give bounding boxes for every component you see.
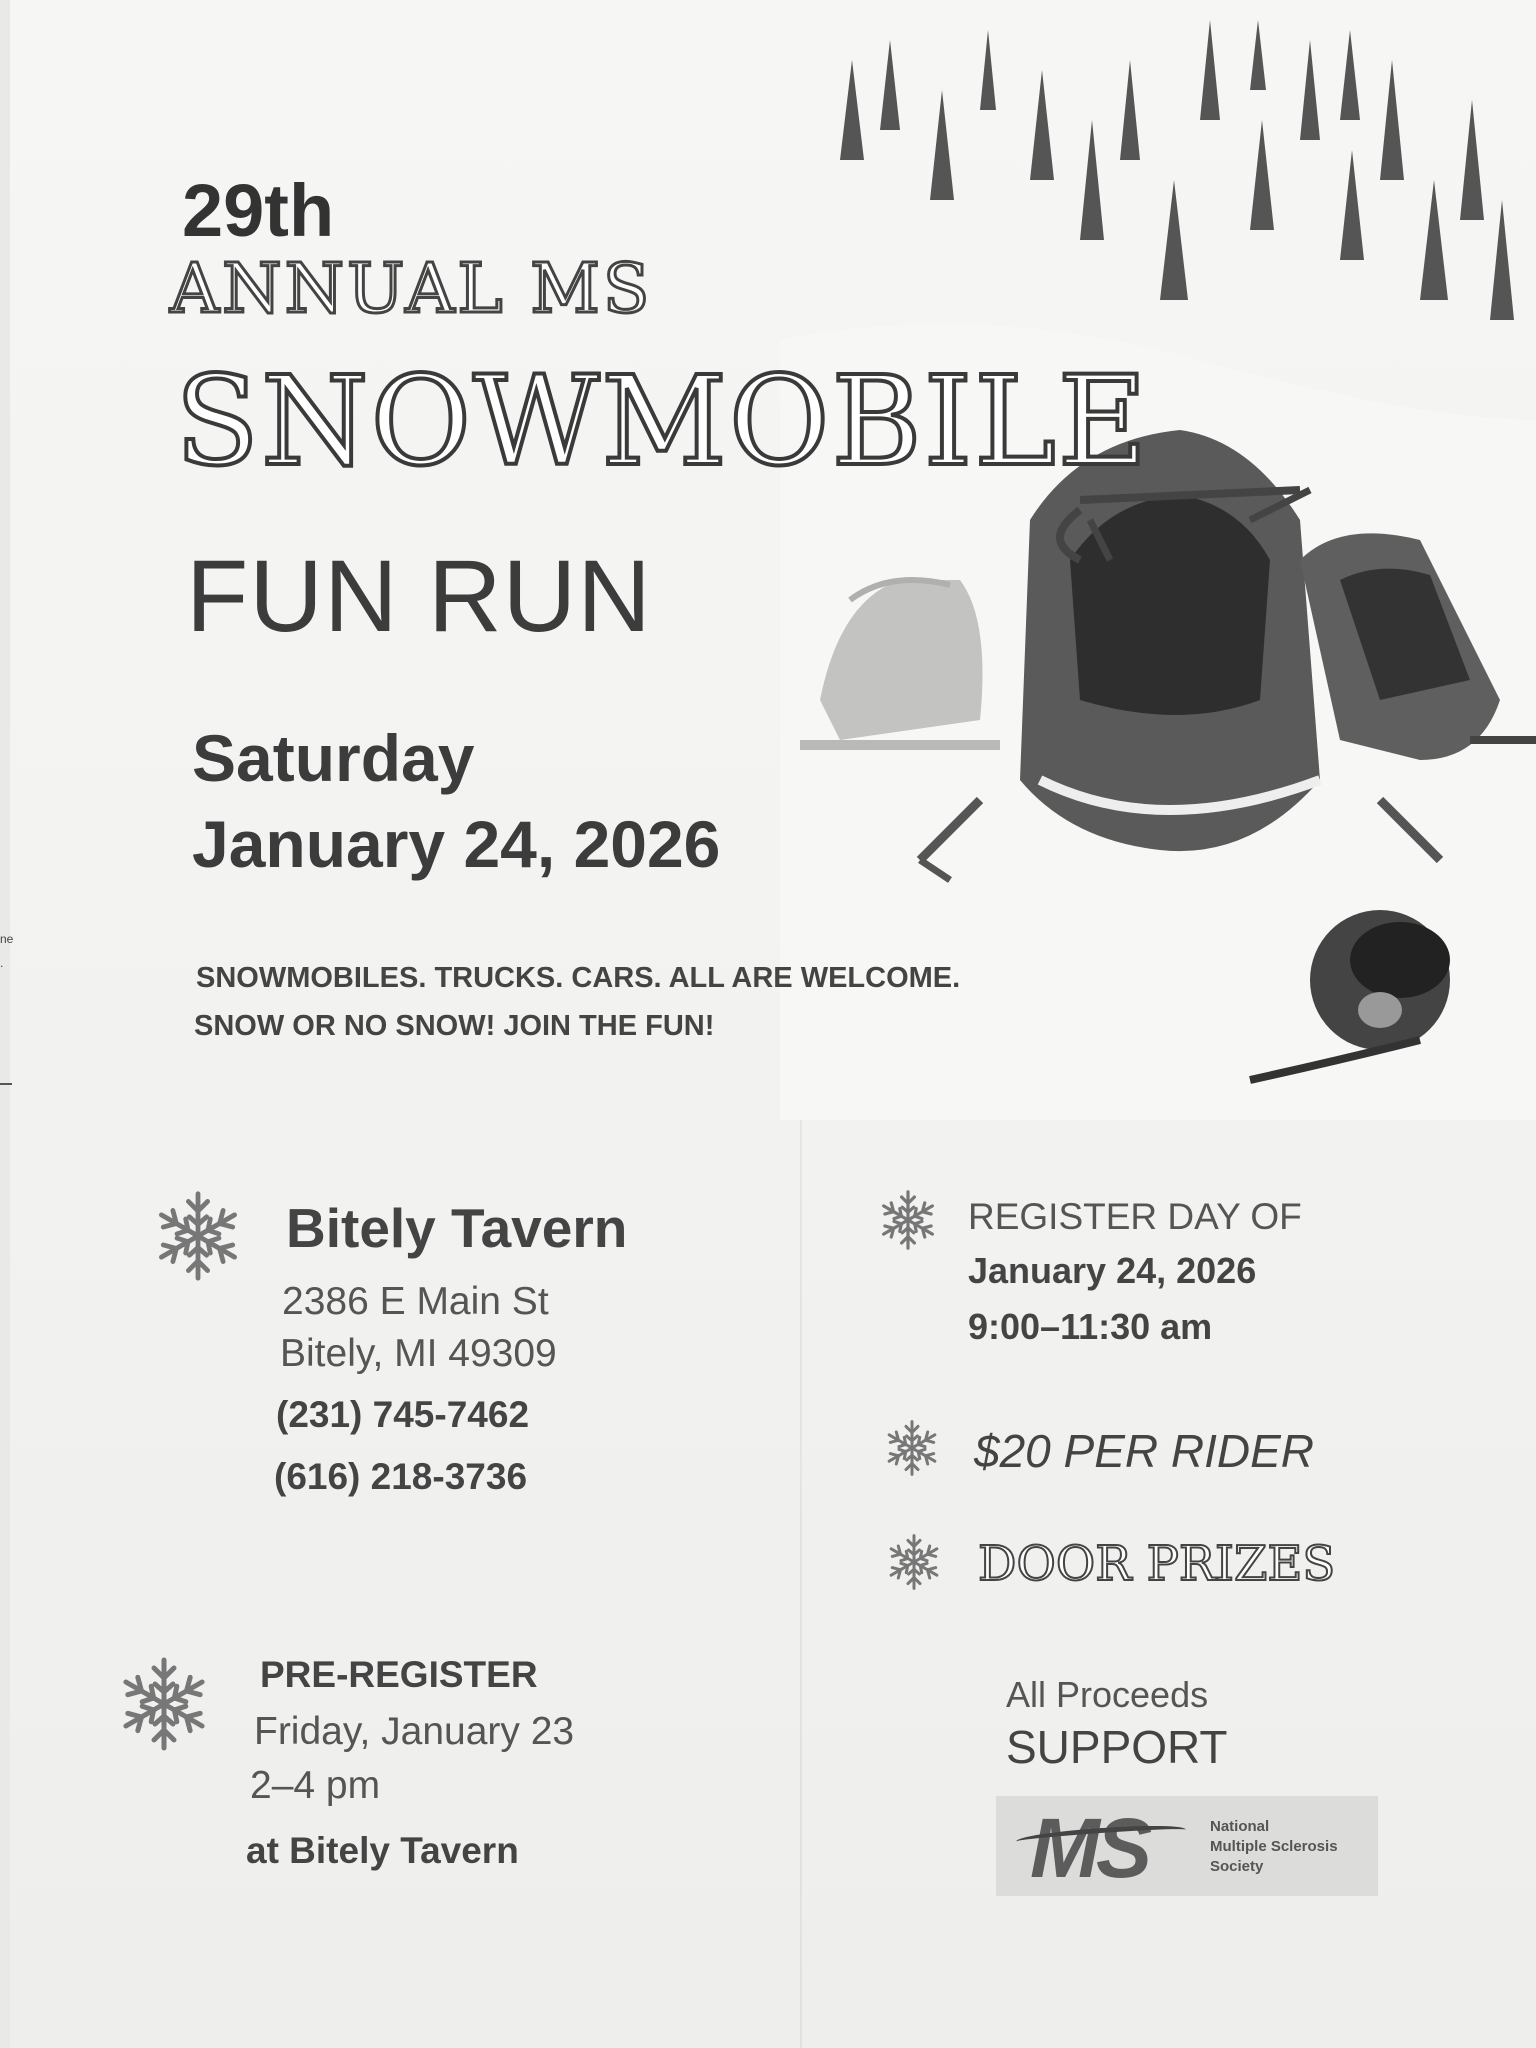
ms-society-logo [996,1796,1378,1896]
proceeds-line: All Proceeds [1006,1674,1209,1715]
door-prizes: DOOR PRIZES [978,1536,1336,1592]
ordinal-heading: 29th [182,169,335,252]
price-per-rider: $20 PER RIDER [974,1425,1315,1477]
venue-phone-2: (616) 218-3736 [274,1456,528,1497]
ms-logo-letters: MS [1030,1801,1148,1895]
snowflake-icon [884,1532,944,1592]
register-day-of-heading: REGISTER DAY OF [968,1196,1302,1237]
register-time: 9:00–11:30 am [968,1306,1213,1347]
logo-org-line: Multiple Sclerosis [1210,1838,1338,1855]
pre-register-date: Friday, January 23 [254,1710,575,1753]
pre-register-place: at Bitely Tavern [246,1830,519,1871]
tagline-join: SNOW OR NO SNOW! JOIN THE FUN! [194,1010,715,1042]
edge-fragment-text: . [0,956,4,970]
fold-crease [800,1050,802,2048]
snowmobile-photo [780,0,1536,1120]
pre-register-time: 2–4 pm [250,1764,381,1807]
venue-name: Bitely Tavern [286,1197,628,1259]
snowflake-icon [882,1418,942,1478]
logo-org-line: Society [1210,1858,1264,1875]
pre-register-heading: PRE-REGISTER [260,1654,538,1695]
pine-trees [840,20,1514,320]
support-line: SUPPORT [1006,1721,1228,1773]
event-date: January 24, 2026 [192,807,721,881]
snowflake-icon [150,1188,246,1284]
venue-city: Bitely, MI 49309 [280,1332,557,1375]
register-date: January 24, 2026 [968,1250,1257,1291]
snowflake-icon [114,1654,214,1754]
event-day: Saturday [192,721,475,795]
edge-underline [0,1083,12,1085]
snowflake-icon [876,1188,940,1252]
fun-run-heading: FUN RUN [186,539,652,653]
tagline-welcome: SNOWMOBILES. TRUCKS. CARS. ALL ARE WELCOME. [196,962,961,994]
venue-phone-1: (231) 745-7462 [276,1394,530,1435]
venue-street: 2386 E Main St [282,1280,549,1323]
annual-ms-heading: ANNUAL MS [170,250,653,329]
edge-fragment-text: ne [0,932,14,946]
snowmobile-heading: SNOWMOBILE [175,350,1150,494]
logo-org-line: National [1210,1818,1270,1835]
